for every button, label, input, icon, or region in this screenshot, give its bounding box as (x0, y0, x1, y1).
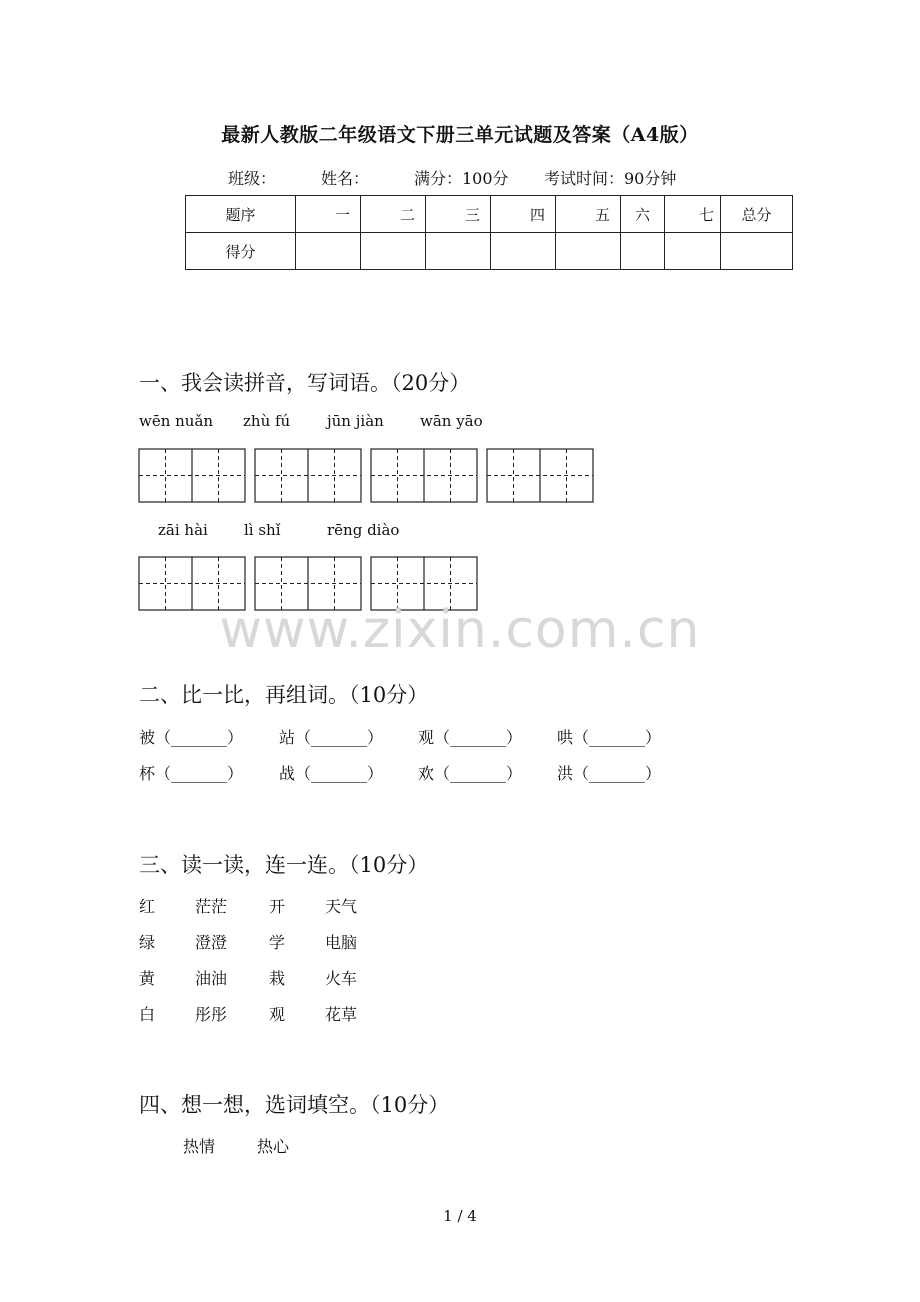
document-title: 最新人教版二年级语文下册三单元试题及答案（A4版） (221, 124, 699, 146)
score-input-cell[interactable] (556, 233, 621, 270)
score-input-cell[interactable] (665, 233, 721, 270)
score-header-cell: 二 (361, 196, 426, 233)
word-blank[interactable]: 哄（_______） (557, 728, 662, 747)
score-input-cell[interactable] (491, 233, 556, 270)
match-word[interactable]: 红 (139, 897, 156, 916)
class-label: 班级： (228, 169, 277, 188)
pinyin-label: zhù fú (243, 412, 291, 430)
pinyin-label: jūn jiàn (327, 412, 384, 430)
word-blank[interactable]: 欢（_______） (418, 764, 523, 783)
score-header-cell: 题序 (186, 196, 296, 233)
pinyin-label: wān yāo (420, 412, 483, 430)
word-blank[interactable]: 杯（_______） (139, 764, 244, 783)
score-table-score-row (186, 233, 793, 270)
match-word[interactable]: 黄 (139, 969, 156, 988)
word-blank[interactable]: 站（_______） (279, 728, 384, 747)
match-word[interactable]: 栽 (269, 969, 286, 988)
score-header-cell: 六 (621, 196, 665, 233)
page-number: 1 / 4 (443, 1207, 477, 1225)
match-word[interactable]: 绿 (139, 933, 156, 952)
score-header-cell: 四 (491, 196, 556, 233)
pinyin-label: wēn nuǎn (139, 412, 214, 430)
score-table (185, 195, 793, 270)
section4-heading: 四、想一想，选词填空。（10分） (139, 1093, 450, 1117)
pinyin-label: zāi hài (158, 521, 208, 539)
writing-grid-row1 (138, 448, 598, 504)
match-word[interactable]: 开 (269, 897, 286, 916)
word-blank[interactable]: 观（_______） (418, 728, 523, 747)
section3-heading: 三、读一读，连一连。（10分） (139, 853, 429, 877)
score-input-cell[interactable] (621, 233, 665, 270)
word-blank[interactable]: 被（_______） (139, 728, 244, 747)
score-table-header-row (186, 196, 793, 233)
section1-heading: 一、我会读拼音，写词语。（20分） (139, 371, 471, 395)
match-word[interactable]: 茫茫 (195, 897, 228, 916)
writing-box-group[interactable] (371, 449, 477, 502)
choice-word: 热情 (183, 1137, 216, 1156)
score-input-cell[interactable] (426, 233, 491, 270)
writing-box-group[interactable] (139, 449, 245, 502)
word-blank[interactable]: 洪（_______） (557, 764, 662, 783)
word-blank[interactable]: 战（_______） (279, 764, 384, 783)
match-word[interactable]: 天气 (325, 897, 358, 916)
match-word[interactable]: 彤彤 (195, 1005, 228, 1024)
choice-word: 热心 (257, 1137, 290, 1156)
match-word[interactable]: 油油 (195, 969, 228, 988)
section2-heading: 二、比一比，再组词。（10分） (139, 683, 429, 707)
match-word[interactable]: 澄澄 (195, 933, 228, 952)
pinyin-label: rēng diào (327, 521, 400, 539)
score-input-cell[interactable] (721, 233, 793, 270)
score-header-cell: 一 (296, 196, 361, 233)
writing-box-group[interactable] (487, 449, 593, 502)
match-word[interactable]: 观 (269, 1005, 286, 1024)
score-header-cell: 三 (426, 196, 491, 233)
watermark: www.zixin.com.cn (219, 600, 701, 660)
name-label: 姓名： (321, 169, 370, 188)
match-word[interactable]: 火车 (325, 969, 358, 988)
match-word[interactable]: 学 (269, 933, 286, 952)
match-word[interactable]: 白 (139, 1005, 156, 1024)
score-header-cell: 五 (556, 196, 621, 233)
writing-box-group[interactable] (255, 449, 361, 502)
exam-time-label: 考试时间：90分钟 (544, 169, 677, 188)
pinyin-label: lì shǐ (244, 521, 281, 539)
score-input-cell[interactable] (361, 233, 426, 270)
match-word[interactable]: 花草 (325, 1005, 358, 1024)
score-header-cell: 总分 (721, 196, 793, 233)
score-row-label: 得分 (186, 233, 296, 270)
match-word[interactable]: 电脑 (325, 933, 358, 952)
full-score-label: 满分：100分 (414, 169, 509, 188)
score-header-cell: 七 (665, 196, 721, 233)
score-input-cell[interactable] (296, 233, 361, 270)
